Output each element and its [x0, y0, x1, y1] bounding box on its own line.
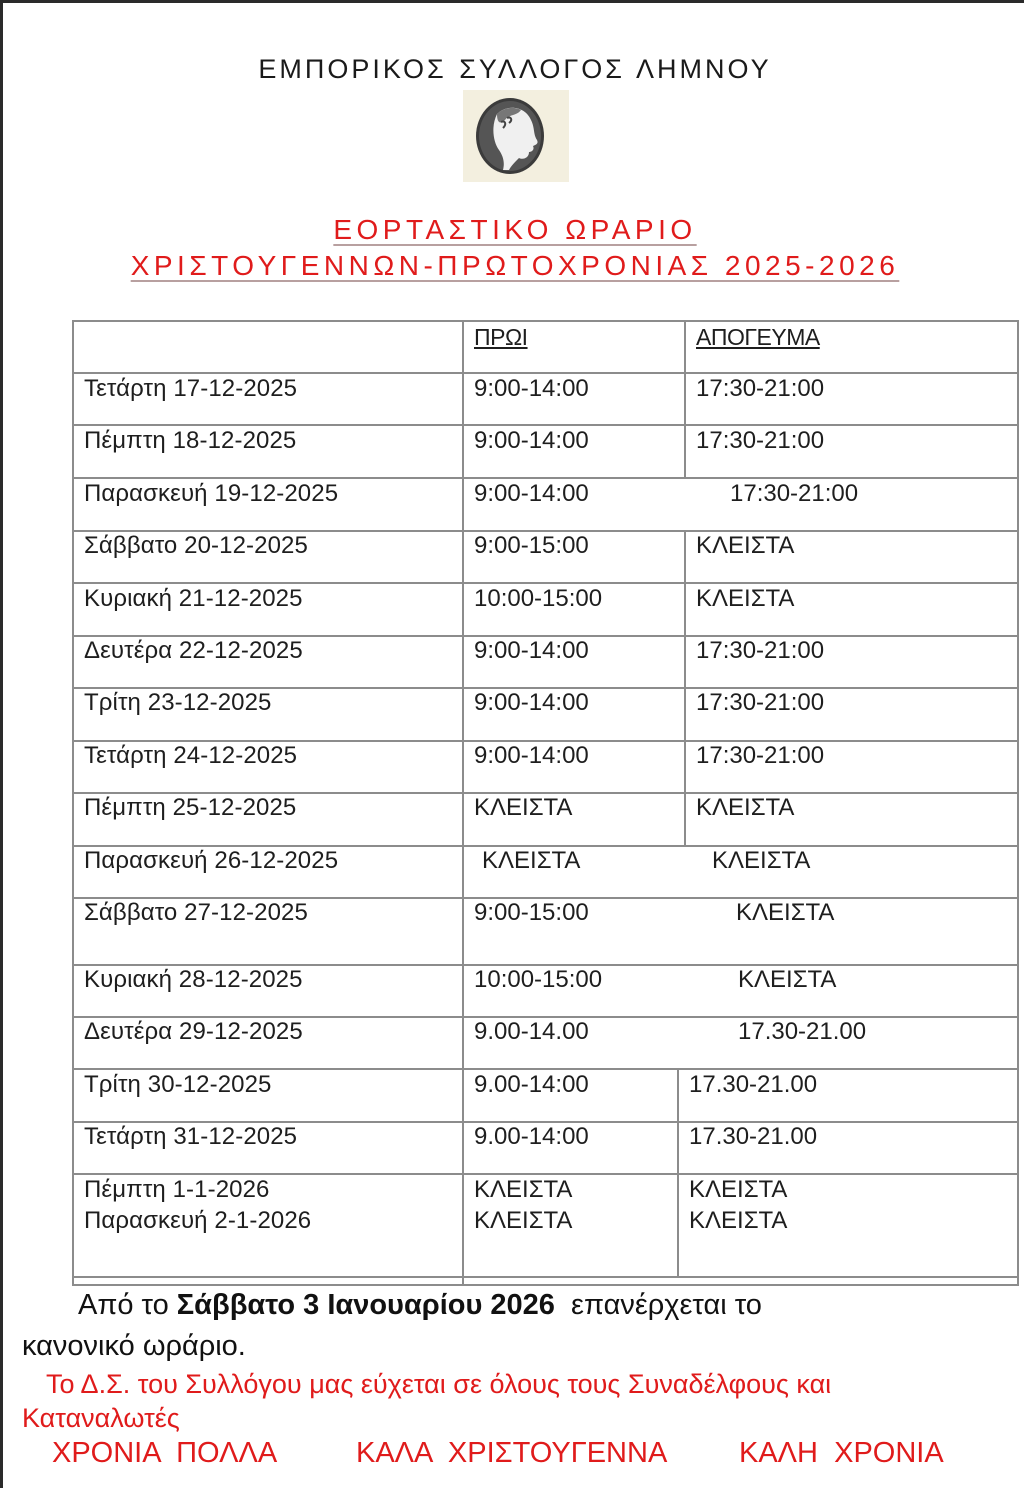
morning-cell: 9:00-14:00 — [474, 742, 589, 769]
schedule-title-line2: ΧΡΙΣΤΟΥΓΕΝΝΩΝ-ΠΡΩΤΟΧΡΟΝΙΑΣ 2025-2026 — [130, 250, 900, 281]
table-bottom-border — [72, 1284, 1019, 1286]
header-afternoon: ΑΠΟΓΕΥΜΑ — [696, 324, 820, 350]
morning-cell: 9:00-15:00 — [474, 532, 589, 559]
morning-cell: 9:00-14:00 — [474, 480, 589, 507]
column-divider-afternoon — [684, 320, 686, 477]
day-cell: Τετάρτη 24-12-2025 — [84, 742, 298, 769]
row-divider — [72, 1276, 1019, 1278]
day-cell: Πέμπτη 18-12-2025 — [84, 427, 297, 454]
morning-cell: ΚΛΕΙΣΤΑ — [482, 847, 581, 874]
morning-cell: 9.00-14:00 — [474, 1071, 589, 1098]
afternoon-cell: 17.30-21.00 — [738, 1018, 867, 1045]
day-cell: Σάββατο 20-12-2025 — [84, 532, 308, 559]
afternoon-cell: ΚΛΕΙΣΤΑ — [696, 585, 795, 612]
afternoon-cell: ΚΛΕΙΣΤΑ — [689, 1207, 788, 1234]
afternoon-cell: 17:30-21:00 — [696, 689, 825, 716]
afternoon-cell: 17:30-21:00 — [696, 427, 825, 454]
morning-cell: 10:00-15:00 — [474, 585, 603, 612]
afternoon-cell: ΚΛΕΙΣΤΑ — [696, 794, 795, 821]
afternoon-cell: 17:30-21:00 — [696, 637, 825, 664]
morning-cell: 9:00-14:00 — [474, 689, 589, 716]
schedule-title-line1: ΕΟΡΤΑΣΤΙΚΟ ΩΡΑΡΙΟ — [333, 214, 697, 245]
afternoon-cell: ΚΛΕΙΣΤΑ — [738, 966, 837, 993]
page-top-edge — [0, 0, 1024, 3]
holiday-schedule-table — [72, 320, 1019, 1285]
day-cell: Τρίτη 30-12-2025 — [84, 1071, 272, 1098]
day-cell: Τρίτη 23-12-2025 — [84, 689, 272, 716]
afternoon-cell: ΚΛΕΙΣΤΑ — [689, 1176, 788, 1203]
board-wish-line2: Καταναλωτές — [22, 1403, 180, 1433]
column-divider-afternoon — [677, 1068, 679, 1278]
day-cell: Παρασκευή 19-12-2025 — [84, 480, 339, 507]
morning-cell: 10:00-15:00 — [474, 966, 603, 993]
morning-cell: 9:00-15:00 — [474, 899, 589, 926]
afternoon-cell: 17:30-21:00 — [696, 375, 825, 402]
resume-notice-line2: κανονικό ωράριο. — [22, 1330, 246, 1362]
resume-date: Σάββατο 3 Ιανουαρίου 2026 — [176, 1289, 555, 1321]
afternoon-cell: 17:30-21:00 — [730, 480, 859, 507]
day-cell: Τετάρτη 17-12-2025 — [84, 375, 298, 402]
greeting-kala-xristougenna: ΚΑΛΑ ΧΡΙΣΤΟΥΓΕΝΝΑ — [356, 1437, 668, 1469]
greeting-xronia-polla: ΧΡΟΝΙΑ ΠΟΛΛΑ — [52, 1437, 278, 1469]
afternoon-cell: ΚΛΕΙΣΤΑ — [696, 532, 795, 559]
board-wish-line1: Το Δ.Σ. του Συλλόγου μας εύχεται σε όλους τους Συναδέλφους και — [46, 1369, 832, 1399]
morning-cell: ΚΛΕΙΣΤΑ — [474, 1207, 573, 1234]
morning-cell: 9:00-14:00 — [474, 427, 589, 454]
afternoon-cell: ΚΛΕΙΣΤΑ — [736, 899, 835, 926]
table-left-border — [72, 320, 74, 1286]
morning-cell: ΚΛΕΙΣΤΑ — [474, 794, 573, 821]
day-cell: Τετάρτη 31-12-2025 — [84, 1123, 298, 1150]
morning-cell: ΚΛΕΙΣΤΑ — [474, 1176, 573, 1203]
afternoon-cell: 17:30-21:00 — [696, 742, 825, 769]
greeting-kali-xronia: ΚΑΛΗ ΧΡΟΝΙΑ — [739, 1437, 944, 1469]
day-cell: Δευτέρα 29-12-2025 — [84, 1018, 303, 1045]
day-cell: Δευτέρα 22-12-2025 — [84, 637, 303, 664]
hermes-cameo-logo-icon — [463, 90, 569, 182]
resume-notice: Από το Σάββατο 3 Ιανουαρίου 2026 επανέρχεται το — [78, 1289, 762, 1321]
day-cell: Σάββατο 27-12-2025 — [84, 899, 308, 926]
morning-cell: 9.00-14.00 — [474, 1018, 589, 1045]
organization-title: ΕΜΠΟΡΙΚΟΣ ΣΥΛΛΟΓΟΣ ΛΗΜΝΟΥ — [258, 54, 772, 84]
day-cell: Κυριακή 21-12-2025 — [84, 585, 303, 612]
day-cell: Πέμπτη 25-12-2025 — [84, 794, 297, 821]
column-divider-day — [462, 320, 464, 1286]
morning-cell: 9:00-14:00 — [474, 375, 589, 402]
day-cell: Κυριακή 28-12-2025 — [84, 966, 303, 993]
afternoon-cell: 17.30-21.00 — [689, 1071, 818, 1098]
morning-cell: 9:00-14:00 — [474, 637, 589, 664]
afternoon-cell: 17.30-21.00 — [689, 1123, 818, 1150]
table-right-border — [1017, 320, 1019, 1286]
day-cell: Παρασκευή 2-1-2026 — [84, 1207, 312, 1234]
day-cell: Πέμπτη 1-1-2026 — [84, 1176, 270, 1203]
afternoon-cell: ΚΛΕΙΣΤΑ — [712, 847, 811, 874]
row-divider — [72, 320, 1019, 322]
morning-cell: 9.00-14:00 — [474, 1123, 589, 1150]
day-cell: Παρασκευή 26-12-2025 — [84, 847, 339, 874]
header-morning: ΠΡΩΙ — [474, 324, 528, 350]
column-divider-afternoon — [684, 530, 686, 845]
